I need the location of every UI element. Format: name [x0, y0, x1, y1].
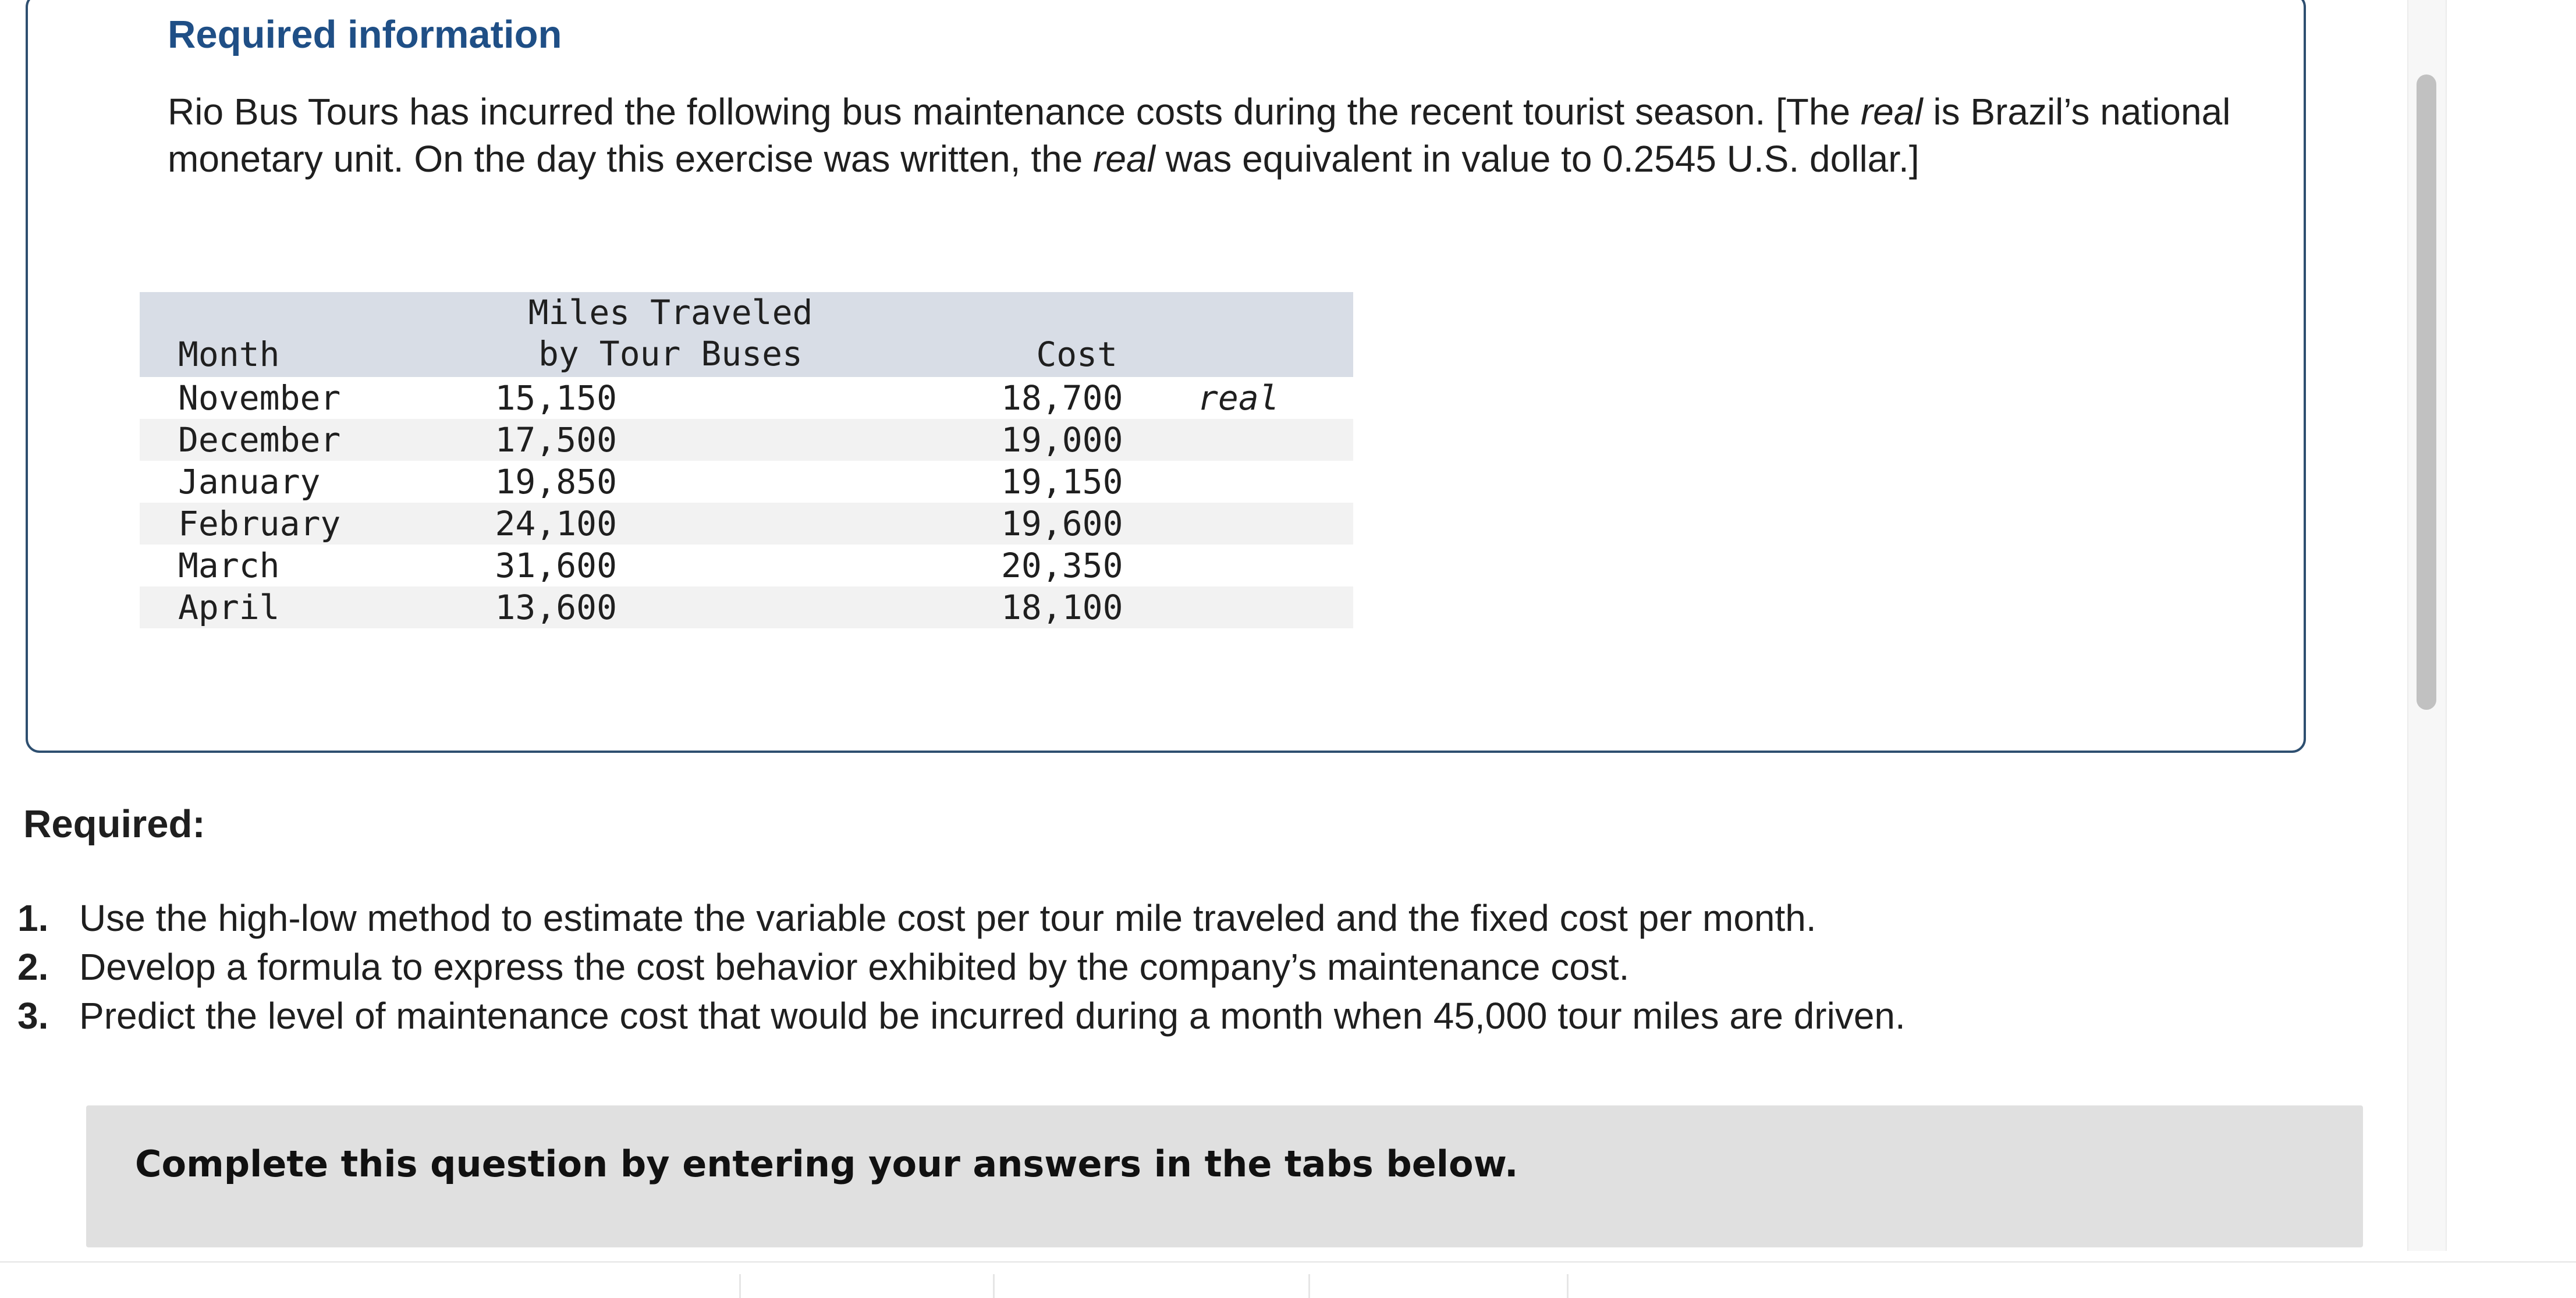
info-text-real-2: real: [1093, 138, 1155, 180]
cost-cell: 18,100: [1001, 588, 1123, 627]
required-item-number: 3.: [17, 995, 49, 1037]
table-row: [140, 377, 1353, 419]
cost-cell: 19,600: [1001, 504, 1123, 543]
required-item: [17, 943, 2287, 991]
miles-cell: 15,150: [495, 378, 617, 418]
scrollbar-thumb[interactable]: [2417, 74, 2436, 710]
complete-question-banner: [86, 1105, 2363, 1247]
table-row: [140, 461, 1353, 503]
tab-separator: [1567, 1274, 1569, 1298]
table-row: [140, 503, 1353, 545]
header-cost: Cost: [1036, 335, 1117, 374]
required-item-text: Predict the level of maintenance cost that would be incurred during a month when 45,000 tour miles are driven.: [79, 995, 1906, 1037]
required-label: Required:: [23, 802, 205, 846]
tab-separator: [1308, 1274, 1310, 1298]
info-text-part-1: Rio Bus Tours has incurred the following bus maintenance costs during the recent tourist season. [The: [168, 91, 1861, 133]
cost-cell: 20,350: [1001, 546, 1123, 585]
miles-cell: 31,600: [495, 546, 617, 585]
miles-cell: 13,600: [495, 588, 617, 627]
table-header: [140, 292, 1353, 377]
maintenance-cost-table: [140, 292, 1353, 628]
table-body: [140, 377, 1353, 628]
required-list: [17, 894, 2287, 1040]
month-cell: April: [178, 588, 280, 627]
header-month: Month: [178, 335, 280, 374]
month-cell: February: [178, 504, 341, 543]
header-miles-line1: Miles Traveled: [528, 293, 813, 332]
cost-cell: 19,000: [1001, 420, 1123, 460]
tab-separator: [993, 1274, 995, 1298]
info-text-part-2: is Brazil’s national monetary unit. On the day this exercise was written, the: [168, 91, 2231, 180]
table-row: [140, 419, 1353, 461]
month-cell: December: [178, 420, 341, 460]
required-item-number: 1.: [17, 897, 49, 939]
info-description: [168, 88, 2240, 183]
required-item-text: Develop a formula to express the cost behavior exhibited by the company’s maintenance cost.: [79, 946, 1630, 988]
complete-question-text: Complete this question by entering your answers in the tabs below.: [135, 1143, 1518, 1185]
cost-cell: 18,700: [1001, 378, 1123, 418]
cost-cell: 19,150: [1001, 462, 1123, 502]
currency-unit-label: real: [1198, 378, 1279, 418]
miles-cell: 19,850: [495, 462, 617, 502]
tab-separator: [739, 1274, 741, 1298]
required-item: [17, 991, 2287, 1040]
miles-cell: 24,100: [495, 504, 617, 543]
info-text-real-1: real: [1860, 91, 1923, 133]
month-cell: March: [178, 546, 280, 585]
required-item-text: Use the high-low method to estimate the variable cost per tour mile traveled and the fixed cost per month.: [79, 897, 1816, 939]
vertical-scrollbar[interactable]: [2407, 0, 2447, 1251]
header-miles: [519, 292, 822, 375]
month-cell: November: [178, 378, 341, 418]
table-row: [140, 586, 1353, 628]
miles-cell: 17,500: [495, 420, 617, 460]
required-item: [17, 894, 2287, 943]
header-miles-line2: by Tour Buses: [538, 334, 803, 374]
month-cell: January: [178, 462, 321, 502]
info-title: Required information: [168, 13, 562, 56]
table-row: [140, 545, 1353, 586]
bottom-tab-strip: [0, 1261, 2576, 1298]
info-text-part-3: was equivalent in value to 0.2545 U.S. dollar.]: [1155, 138, 1919, 180]
required-item-number: 2.: [17, 946, 49, 988]
